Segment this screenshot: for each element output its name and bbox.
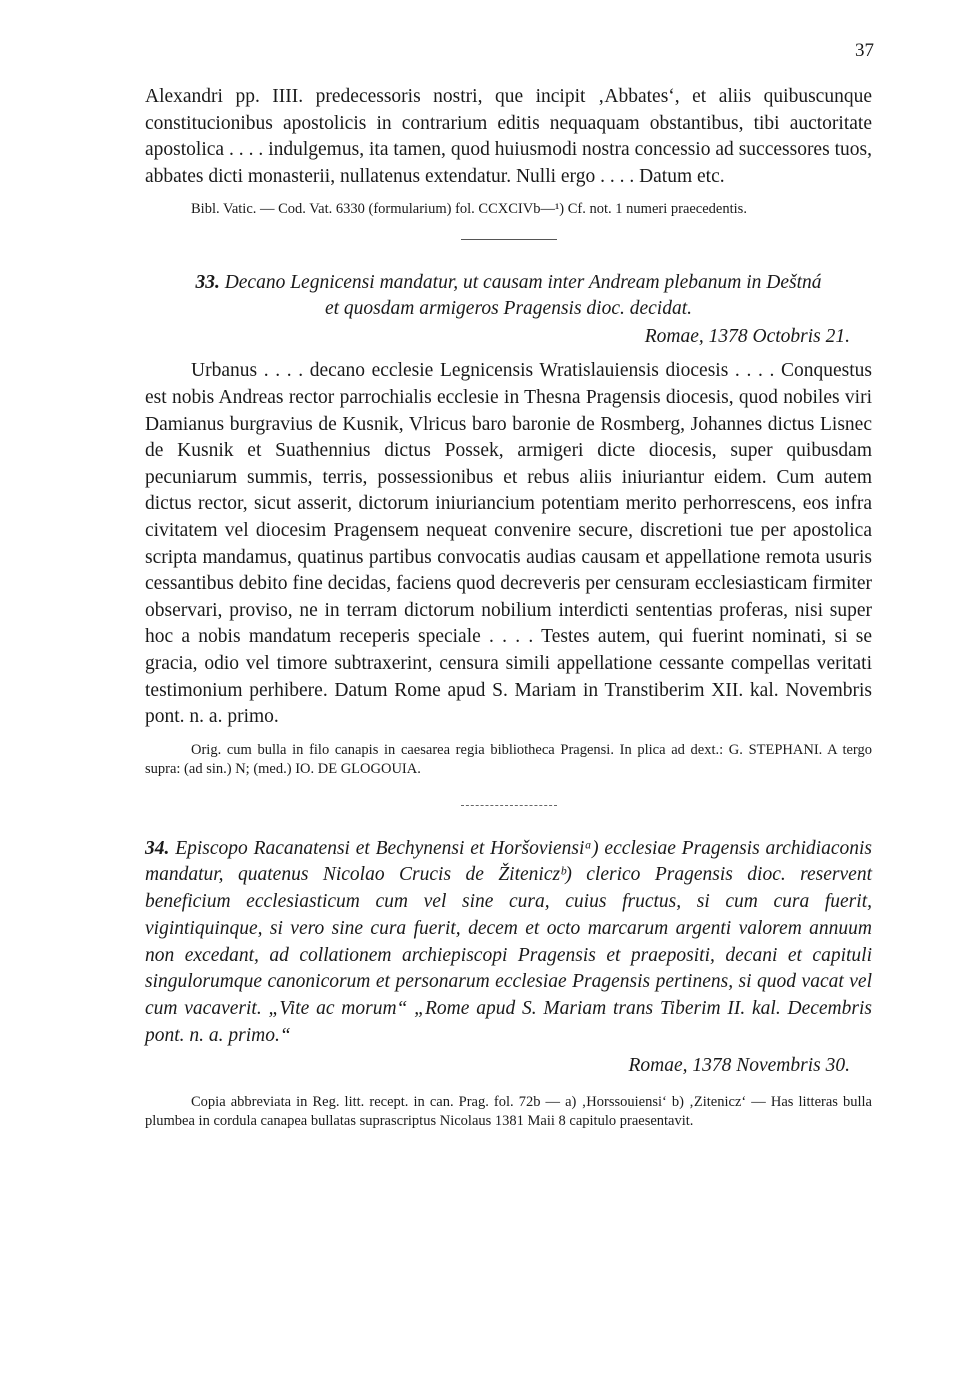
document-34-regesta xyxy=(145,836,872,1050)
intro-text: Alexandri pp. IIII. predecessoris nostri, que incipit ‚Abbates‘, et aliis quibuscunque constitucionibus apostolicis in contrarium editis nequaquam obstantibus, tibi auctoritate apostolica . . . . indulgemus, ita tamen, quod huiusmodi nostra concessio ad successores tuos, abbates dicti monasterii, nullatenus extendatur. Nulli ergo . . . . Datum etc. xyxy=(145,86,872,187)
page-number: 37 xyxy=(855,40,874,61)
document-33-heading-line-1: Decano Legnicensi mandatur, ut causam inter Andream plebanum in Deštná xyxy=(224,272,822,294)
document-33-source-note: Orig. cum bulla in filo canapis in caesarea regia bibliotheca Pragensi. In plica ad dext.: G. STEPHANI. A tergo supra: (ad sin.) N; (med.) IO. DE GLOGOUIA. xyxy=(145,741,872,777)
document-33-text: Urbanus . . . . decano ecclesie Legnicensis Wratislauiensis diocesis . . . . Conquestus est nobis Andreas rector parrochialis ecclesie in Thesna Pragensis diocesis, quod nobiles viri Damianus burgravius de Kusnik, Vlricus baro baronie de Rosmberg, Johannes dictus Lisnec de Kusnik et Suathennius dictus Possek, armigeri dicte diocesis, super quibusdam pecuniarum summis, terris, possessionibus et rebus aliis iniuriantur eidem. Cum autem dictus rector, sicut asserit, dictorum iniuriancium potentiam merito perhorrescens, eos infra civitatem vel diocesim Pragensem nequeat convenire secure, discretioni tue per apostolica scripta mandamus, quatinus partibus convocatis audias causam et appellatione remota usuris cessantibus debito fine decidas, faciens quod decreveris per censuram ecclesiasticam firmiter observari, proviso, ne in terram dictorum nobilium interdicti sententias proferas, nisi super hoc a nobis mandatum receperis speciale . . . . Testes autem, qui fuerint nominati, si se gracia, odio vel timore subtraxerint, censura simili appellatione cessante compellas veritati testimonium perhibere. Datum Rome apud S. Mariam in Transtiberim XII. kal. Novembris pont. n. a. primo. xyxy=(145,360,872,728)
section-divider xyxy=(461,239,557,240)
document-34-source-note: Copia abbreviata in Reg. litt. recept. in can. Prag. fol. 72b — a) ‚Horssouiensi‘ b) ‚Ziteniczʻ — Has litteras bulla plumbea in cordula canapea bullatas suprascriptus Nicolaus 1381 Maii 8 capitulo praesentavit. xyxy=(145,1094,872,1130)
document-33-place-date: Romae, 1378 Octobris 21. xyxy=(644,326,850,348)
document-34-number: 34. xyxy=(145,837,170,859)
document-33-number: 33. xyxy=(195,272,220,294)
document-34-text: Episcopo Racanatensi et Bechynensi et Horšoviensiᵃ) ecclesiae Pragensis archidiaconis mandatur, quatenus Nicolao Crucis de Žiteniczᵇ) clerico Pragensis dioc. reservent beneficium ecclesiasticum cum vel sine cura, cuius fructus, si cum cura fuerit, vigintiquinque, si vero sine cura fuerit, decem et octo marcarum argenti valorem annuum non excedant, ad collationem archiepiscopi Pragensis et praepositi, decani et capituli singulorumque canonicorum et personarum ecclesiae Pragensis pertinens, si quod vacat vel cum vacaverit. „Vite ac morum“ „Rome apud S. Mariam trans Tiberim II. kal. Decembris pont. n. a. primo.“ xyxy=(145,837,873,1046)
page-content xyxy=(145,84,872,1131)
intro-source-note: Bibl. Vatic. — Cod. Vat. 6330 (formularium) fol. CCXCIVb—¹) Cf. not. 1 numeri praecedentis. xyxy=(191,201,747,218)
document-33-heading-line-2: et quosdam armigeros Pragensis dioc. decidat. xyxy=(324,298,693,320)
document-34-place-date: Romae, 1378 Novembris 30. xyxy=(628,1055,850,1077)
document-33-heading xyxy=(145,270,872,322)
